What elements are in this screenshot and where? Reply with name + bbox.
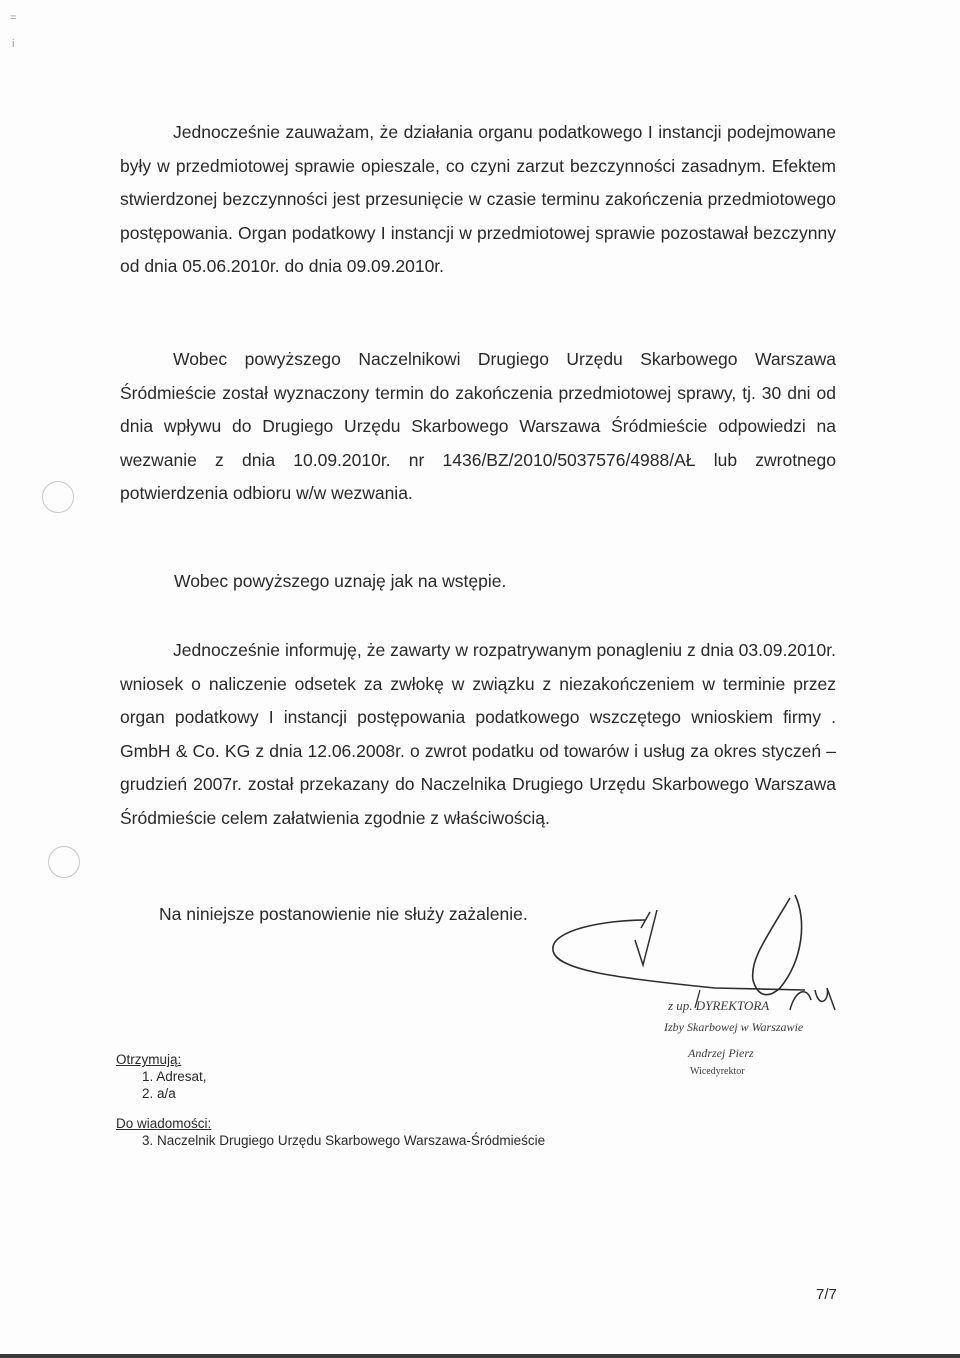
stamp-line-title: Wicedyrektor [690,1066,745,1077]
recipients-block [116,1051,207,1102]
punch-hole [48,846,80,878]
paragraph-no-appeal: Na niniejsze postanowienie nie służy zażalenie. [159,904,528,924]
stamp-line-authority: z up. DYREKTORA [668,998,770,1013]
cc-block [116,1115,545,1149]
recipient-item: 1. Adresat, [142,1069,207,1084]
paragraph-deadline: Wobec powyższego Naczelnikowi Drugiego Urzędu Skarbowego Warszawa Śródmieście został wyznaczony termin do zakończenia przedmiotowej sprawy, tj. 30 dni od dnia wpływu do Drugiego Urzędu Skarbowego Warszawa Śródmieście odpowiedzi na wezwanie z dnia 10.09.2010r. nr 1436/BZ/2010/5037576/4988/AŁ lub zwrotnego potwierdzenia odbioru w/w wezwania. [120,349,836,504]
cc-header: Do wiadomości: [116,1116,212,1131]
recipient-item: 2. a/a [142,1086,176,1101]
stamp-line-signatory: Andrzej Pierz [688,1046,754,1060]
scan-mark: i [12,38,15,50]
scan-mark: = [10,12,17,24]
punch-hole [42,481,74,513]
recipients-header: Otrzymują: [116,1052,182,1067]
scan-edge [0,1354,960,1358]
paragraph-ruling: Wobec powyższego uznaję jak na wstępie. [174,571,507,591]
stamp-line-office: Izby Skarbowej w Warszawie [664,1020,804,1034]
page-number: 7/7 [816,1286,837,1303]
paragraph-inactivity: Jednocześnie zauważam, że działania organu podatkowego I instancji podejmowane były w przedmiotowej sprawie opieszale, co czyni zarzut bezczynności zasadnym. Efektem stwierdzonej bezczynności jest przesunięcie w czasie terminu zakończenia przedmiotowego postępowania. Organ podatkowy I instancji w przedmiotowej sprawie pozostawał bezczynny od dnia 05.06.2010r. do dnia 09.09.2010r. [120,122,836,277]
cc-item: 3. Naczelnik Drugiego Urzędu Skarbowego Warszawa-Śródmieście [142,1133,546,1148]
paragraph-interest-request: Jednocześnie informuję, że zawarty w rozpatrywanym ponagleniu z dnia 03.09.2010r. wniosek o naliczenie odsetek za zwłokę w związku z niezakończeniem w terminie przez organ podatkowy I instancji postępowania podatkowego wszczętego wnioskiem firmy . GmbH & Co. KG z dnia 12.06.2008r. o zwrot podatku od towarów i usług za okres styczeń – grudzień 2007r. został przekazany do Naczelnika Drugiego Urzędu Skarbowego Warszawa Śródmieście celem załatwienia zgodnie z właściwością. [120,640,836,828]
